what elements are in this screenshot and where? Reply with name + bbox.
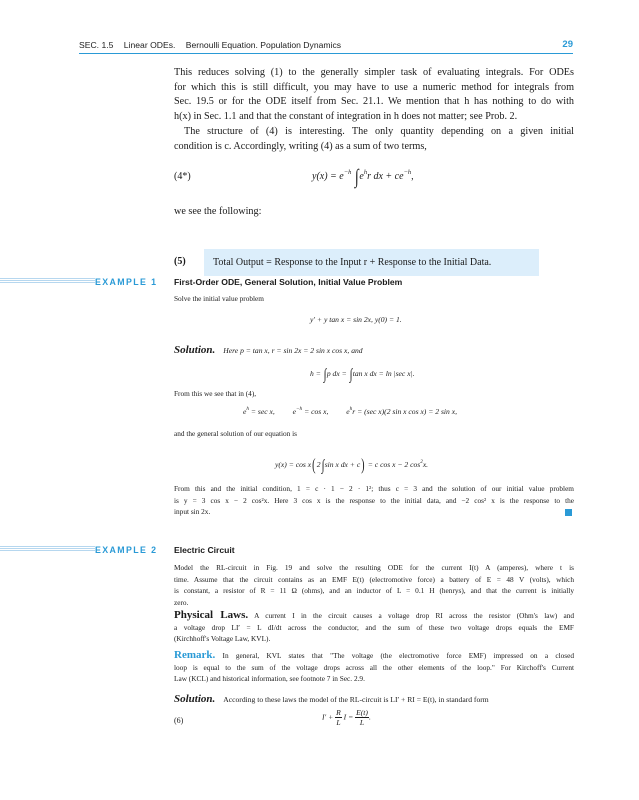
section-number: SEC. 1.5 (79, 40, 114, 50)
eq-exponent: 2 (420, 459, 423, 465)
solution-heading: Solution. (174, 693, 216, 705)
eq-part: e (243, 407, 247, 416)
paren: ( (312, 455, 316, 474)
physical-laws (174, 610, 574, 645)
eq-6-label: (6) (174, 716, 184, 725)
text-line: A current I in the circuit causes a voltage drop RI across the resistor (Ohm's law) and (254, 611, 575, 620)
text-line: is constant, a resistor of R = 11 Ω (ohms), and an inductor of L = 0.1 H (henrys), and that the current is initially (174, 586, 574, 595)
solution-text: According to these laws the model of the RL-circuit is LI′ + RI = E(t), in standard form (223, 695, 489, 704)
end-of-example-mark (565, 509, 572, 516)
remark (174, 650, 574, 685)
eq-part: r = (sec x)(2 sin x cos x) = 2 sin x, (352, 407, 457, 416)
example-2-label: EXAMPLE 2 (95, 545, 158, 555)
eq-part: h = (310, 369, 321, 378)
eq-exponent: −h (296, 406, 303, 412)
numerator: R (336, 708, 341, 717)
text-line: time. Assume that the circuit contains as an EMF E(t) (electromotive force) a battery of E = 48 V (volts), which (174, 574, 574, 584)
example-1-prompt (174, 293, 574, 305)
eq-part: , (411, 171, 414, 182)
intro-line: The structure of (4) is interesting. The only quantity depending on a given initial (184, 125, 574, 137)
exps-equation (243, 406, 457, 416)
example-bar (0, 546, 95, 552)
integral-sign: ∫ (349, 367, 353, 383)
from-this-text (174, 388, 574, 400)
eq-6 (322, 708, 371, 727)
intro-line: h(x) in Sec. 1.1 and that the constant of integration in h does not matter; see Prob. 2. (174, 111, 518, 123)
fraction (355, 708, 369, 727)
eq-part: y(x) = cos x (275, 460, 312, 469)
eq-part: r dx + ce (367, 171, 404, 182)
eq-part: = cos x, (304, 407, 329, 416)
paren: ) (361, 455, 365, 474)
text-line: From this and the initial condition, 1 = c · 1 − 2 · 1²; thus c = 3 and the solution of our initial value problem (174, 484, 574, 493)
eq-part: e (292, 407, 297, 416)
eq-part: y(x) = e (312, 171, 344, 182)
text-line: and the general solution of our equation is (174, 429, 298, 438)
integral-sign: ∫ (321, 458, 325, 474)
running-header (79, 40, 341, 50)
eq-part: e (346, 407, 350, 416)
example-1-solution-line (174, 340, 363, 358)
eq-exponent: −h (403, 169, 412, 176)
solution-text: Here p = tan x, r = sin 2x = 2 sin x cos x, and (223, 346, 363, 355)
solution-heading: Solution. (174, 344, 216, 356)
general-text (174, 428, 574, 440)
eq-exponent: h (246, 406, 249, 412)
eq-part: I = (343, 712, 354, 722)
example-2-title: Electric Circuit (174, 545, 235, 555)
eq-4star (312, 166, 414, 189)
text-line: Model the RL-circuit in Fig. 19 and solve the resulting ODE for the current I(t) A (amperes), where t is (174, 563, 574, 572)
eq-5-label: (5) (174, 256, 186, 267)
text-line: In general, KVL states that "The voltage (the electromotive force EMF) impressed on a closed (222, 651, 575, 660)
text-line: (Kirchhoff's Voltage Law, KVL). (174, 634, 271, 643)
text-line: loop is equal to the sum of the voltage drops across all the other elements of the loop." For Kirchoff's Current (174, 662, 574, 672)
example-1-title: First-Order ODE, General Solution, Initial Value Problem (174, 277, 403, 287)
header-title: Linear ODEs. (123, 40, 176, 50)
eq-part: I′ + (322, 712, 334, 722)
intro-line: for which this is still difficult, you may have to use a numeric method for integrals from (174, 81, 574, 93)
denominator: L (336, 718, 341, 727)
following-text: we see the following: (174, 206, 262, 217)
example-bar (0, 278, 95, 284)
physical-laws-heading: Physical Laws. (174, 609, 249, 621)
header-rule (79, 53, 573, 54)
intro-line: This reduces solving (1) to the generally simpler task of evaluating integrals. For ODEs (174, 67, 574, 78)
integral-sign: ∫ (354, 166, 359, 188)
eq-exponent: −h (343, 169, 352, 176)
example-2-solution-line (174, 689, 489, 707)
eq-part: tan x dx = ln |sec x|. (352, 369, 415, 378)
eq-part: x. (422, 460, 429, 469)
integral-sign: ∫ (323, 367, 327, 383)
eq-part: p dx = (326, 369, 347, 378)
text-line: a voltage drop LI′ = L dI/dt across the conductor, and the sum of these two voltage drops equals the EMF (174, 622, 574, 632)
text-line: From this we see that in (4), (174, 389, 257, 398)
denominator: L (359, 718, 365, 727)
eq-5-box: Total Output = Response to the Input r + Response to the Initial Data. (204, 249, 539, 276)
intro-paragraph (174, 66, 574, 154)
eq-part: . (368, 712, 371, 722)
text-line: input sin 2x. (174, 507, 211, 516)
example-1-conclusion (174, 483, 574, 518)
example-1-label: EXAMPLE 1 (95, 277, 158, 287)
eq-exponent: h (363, 169, 368, 176)
prompt-text: Solve the initial value problem (174, 294, 264, 303)
text-line: is y = 3 cos x − 2 cos²x. Here 3 cos x is the response to the initial data, and −2 cos² x is the response to the (174, 495, 574, 505)
page-number: 29 (562, 39, 573, 50)
fraction (335, 708, 342, 727)
text-line: Law (KCL) and historical information, see footnote 7 in Sec. 2.9. (174, 674, 365, 683)
yx-equation (275, 455, 428, 475)
eq-part: sin x dx + c (324, 460, 361, 469)
eq-part: = c cos x − 2 cos (367, 460, 421, 469)
example-2-model (174, 562, 574, 608)
eq-exponent: h (349, 406, 353, 412)
eq-4star-label: (4*) (174, 171, 191, 182)
intro-line: Sec. 19.5 or for the ODE itself from Sec. 21.1. We mention that h has nothing to do with (174, 96, 574, 108)
intro-line: condition is c. Accordingly, writing (4) as a sum of two terms, (174, 140, 427, 152)
eq-part: e (359, 171, 364, 182)
h-equation (310, 367, 415, 384)
eq-part: 2 (316, 460, 321, 469)
text-line: zero. (174, 597, 189, 607)
numerator: E(t) (356, 708, 368, 717)
ivp-equation: y′ + y tan x = sin 2x, y(0) = 1. (310, 315, 402, 324)
eq-part: = sec x, (250, 407, 275, 416)
remark-heading: Remark. (174, 649, 216, 661)
header-subtitle: Bernoulli Equation. Population Dynamics (185, 40, 342, 50)
